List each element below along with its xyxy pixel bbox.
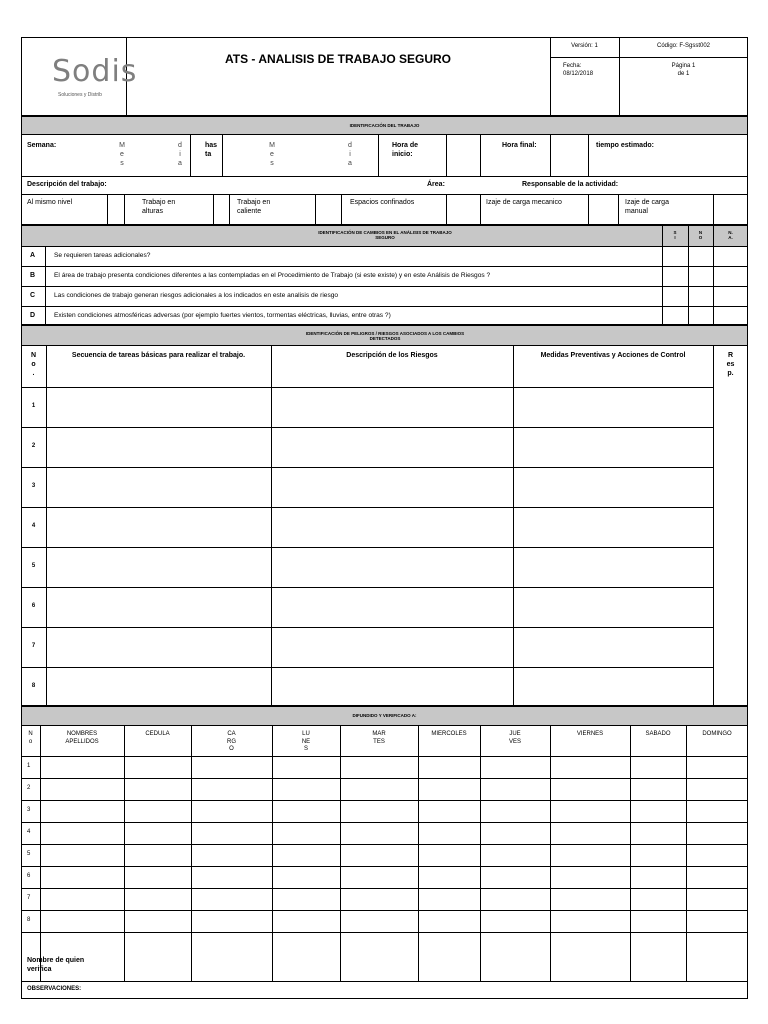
- header-meta-hline: [550, 57, 748, 58]
- col-resp-header: R es p.: [726, 352, 735, 377]
- question-text: Se requieren tareas adicionales?: [54, 252, 151, 259]
- verified-row-number: 8: [27, 917, 31, 923]
- s1-v4: [446, 134, 447, 176]
- verified-row-line: [21, 932, 748, 933]
- verified-col-line: [124, 725, 125, 981]
- question-letter: B: [30, 272, 36, 279]
- verified-row-line: [21, 866, 748, 867]
- question-letter: A: [30, 252, 36, 259]
- verified-header-line: [21, 756, 748, 757]
- date-value: 08/12/2018: [563, 71, 594, 77]
- verified-row-number: 5: [27, 851, 31, 857]
- verified-col-line: [191, 725, 192, 981]
- caliente-label: Trabajo en caliente: [237, 199, 271, 215]
- verified-row-line: [21, 822, 748, 823]
- s1-v7: [588, 134, 589, 176]
- verified-row-number: 7: [27, 895, 31, 901]
- s1-v3: [378, 134, 379, 176]
- obs-top-line: [21, 981, 748, 982]
- section-identificacion-title: IDENTIFICACIÓN DEL TRABAJO: [349, 123, 420, 128]
- question-text: El área de trabajo presenta condiciones diferentes a las contempladas en el Procedimiento de Trabajo (si este existe) y en este Análisis de Riesgos ?: [54, 272, 491, 279]
- verified-row-line: [21, 910, 748, 911]
- izaje-manual-label: Izaje de carga manual: [625, 199, 669, 215]
- verified-col-line: [480, 725, 481, 981]
- col-sabado-header: SABADO: [645, 731, 671, 737]
- question-text: Existen condiciones atmosféricas adversas (por ejemplo fuertes vientos, tormentas eléctricas, lluvias, entre otras ?): [54, 312, 391, 319]
- s1-row2-bottom: [21, 194, 748, 195]
- question-letter: D: [30, 312, 36, 319]
- s1-r3-v2: [124, 194, 125, 225]
- verified-col-line: [686, 725, 687, 981]
- s2-h3: [21, 306, 748, 307]
- verified-row-number: 4: [27, 829, 31, 835]
- risk-row-line: [21, 547, 713, 548]
- col-tasks-header: Secuencia de tareas básicas para realizar el trabajo.: [71, 352, 246, 359]
- area-label: Área:: [427, 181, 445, 188]
- confinados-label: Espacios confinados: [350, 199, 415, 206]
- s1-r3-v8: [480, 194, 481, 225]
- risk-row-line: [21, 667, 713, 668]
- nivel-label: Al mismo nivel: [27, 199, 73, 206]
- s1-r3-v7: [446, 194, 447, 225]
- izaje-mecanico-label: Izaje de carga mecanico: [486, 199, 562, 206]
- hora-inicio-label: Hora de inicio:: [392, 142, 419, 158]
- col-miercoles-header: MIERCOLES: [431, 731, 467, 737]
- verified-row-line: [21, 844, 748, 845]
- s3-v1: [46, 345, 47, 706]
- verified-row-number: 6: [27, 873, 31, 879]
- hasta-label: has ta: [205, 142, 218, 158]
- risk-row-line: [21, 507, 713, 508]
- s1-r3-v10: [618, 194, 619, 225]
- tiempo-estimado-label: tiempo estimado:: [596, 142, 654, 149]
- col-lunes-header: LU NE S: [301, 731, 311, 752]
- s2-v0: [45, 246, 46, 325]
- verified-row-line: [21, 888, 748, 889]
- risk-row-number: 7: [31, 643, 36, 649]
- s2-h2: [21, 286, 748, 287]
- verified-col-line: [418, 725, 419, 981]
- question-text: Las condiciones de trabajo generan riesgos adicionales a los indicados en este analisis de riesgo: [54, 292, 339, 299]
- verified-col-line: [340, 725, 341, 981]
- section3-frame: [21, 345, 748, 706]
- risk-row-number: 5: [31, 563, 36, 569]
- risk-row-number: 6: [31, 603, 36, 609]
- section-difundido-title: DIFUNDIDO Y VERIFICADO A:: [352, 713, 417, 718]
- section4-frame: [21, 725, 748, 999]
- s1-v6: [550, 134, 551, 176]
- mes-label-1: M e s: [119, 142, 125, 167]
- observaciones-label: OBSERVACIONES:: [27, 986, 82, 992]
- s1-v2: [222, 134, 223, 176]
- col-names-header: NOMBRES APELLIDOS: [65, 731, 99, 745]
- col-measures-header: Medidas Preventivas y Acciones de Control: [540, 352, 686, 359]
- s1-r3-v5: [315, 194, 316, 225]
- col-viernes-header: VIERNES: [576, 731, 604, 737]
- s3-v2: [271, 345, 272, 706]
- verified-col-line: [40, 725, 41, 981]
- s1-r3-v4: [229, 194, 230, 225]
- col-no-label: N O: [698, 230, 703, 241]
- verified-row-line: [21, 800, 748, 801]
- col-si-label: S I: [673, 230, 677, 241]
- verified-row-number: 3: [27, 807, 31, 813]
- hora-final-label: Hora final:: [502, 142, 537, 149]
- s1-r3-v9: [588, 194, 589, 225]
- code-label: Código: F-Sgsst002: [656, 43, 711, 49]
- col-no-header: N o: [28, 731, 33, 745]
- verified-row-line: [21, 778, 748, 779]
- section-cambios-title: IDENTIFICACIÓN DE CAMBIOS EN EL ANÁLISIS DE TRABAJO SEGURO: [318, 230, 452, 241]
- responsable-label: Responsable de la actividad:: [522, 181, 619, 188]
- col-jueves-header: JUE VES: [508, 731, 521, 745]
- dia-label-2: d i a: [348, 142, 352, 167]
- section-peligros-title: IDENTIFICACIÓN DE PELIGROS / RIESGOS ASOCIADOS A LOS CAMBIOS DETECTADOS: [305, 331, 465, 342]
- col-cargo-header: CA RG O: [227, 731, 236, 752]
- col-no-header: N o .: [30, 352, 37, 377]
- verified-row-number: 1: [27, 763, 31, 769]
- company-logo: Sodis: [52, 54, 138, 89]
- s2-h1: [21, 266, 748, 267]
- date-label: Fecha:: [563, 63, 582, 69]
- version-label: Versión: 1: [571, 43, 598, 49]
- col-na-label: N. A.: [728, 230, 733, 241]
- s1-r3-v1: [107, 194, 108, 225]
- s2-v2: [688, 246, 689, 325]
- verifier-label: Nombre de quien verifica: [27, 957, 85, 973]
- risk-row-line: [21, 387, 713, 388]
- col-risks-header: Descripción de los Riesgos: [346, 352, 438, 359]
- s1-r3-v11: [713, 194, 714, 225]
- col-domingo-header: DOMINGO: [702, 731, 732, 737]
- semana-label: Semana:: [27, 142, 57, 149]
- verified-col-line: [630, 725, 631, 981]
- risk-row-number: 3: [31, 483, 36, 489]
- s1-v5: [480, 134, 481, 176]
- s1-r3-v3: [213, 194, 214, 225]
- s3-v3: [513, 345, 514, 706]
- col-cedula-header: CEDULA: [145, 731, 170, 737]
- risk-row-number: 8: [31, 683, 36, 689]
- risk-row-number: 1: [31, 403, 36, 409]
- verified-col-line: [272, 725, 273, 981]
- dia-label-1: d i a: [178, 142, 182, 167]
- risk-row-line: [21, 467, 713, 468]
- s2-v1: [662, 246, 663, 325]
- company-logo-subtitle: Soluciones y Distrib: [58, 92, 102, 98]
- alturas-label: Trabajo en alturas: [142, 199, 176, 215]
- page-title: ATS - ANALISIS DE TRABAJO SEGURO: [224, 52, 451, 66]
- descripcion-label: Descripción del trabajo:: [27, 181, 107, 188]
- page-of-label: de 1: [677, 71, 690, 77]
- question-letter: C: [30, 292, 36, 299]
- risk-row-number: 2: [31, 443, 36, 449]
- col-martes-header: MAR TES: [372, 731, 386, 745]
- verified-col-line: [550, 725, 551, 981]
- s2-v3: [713, 246, 714, 325]
- risk-row-line: [21, 427, 713, 428]
- s3-v4: [713, 345, 714, 706]
- risk-row-line: [21, 627, 713, 628]
- verified-row-number: 2: [27, 785, 31, 791]
- s1-row1-bottom: [21, 176, 748, 177]
- risk-row-line: [21, 587, 713, 588]
- s1-r3-v6: [341, 194, 342, 225]
- page-number-label: Página 1: [671, 63, 696, 69]
- risk-row-number: 4: [31, 523, 36, 529]
- mes-label-2: M e s: [269, 142, 275, 167]
